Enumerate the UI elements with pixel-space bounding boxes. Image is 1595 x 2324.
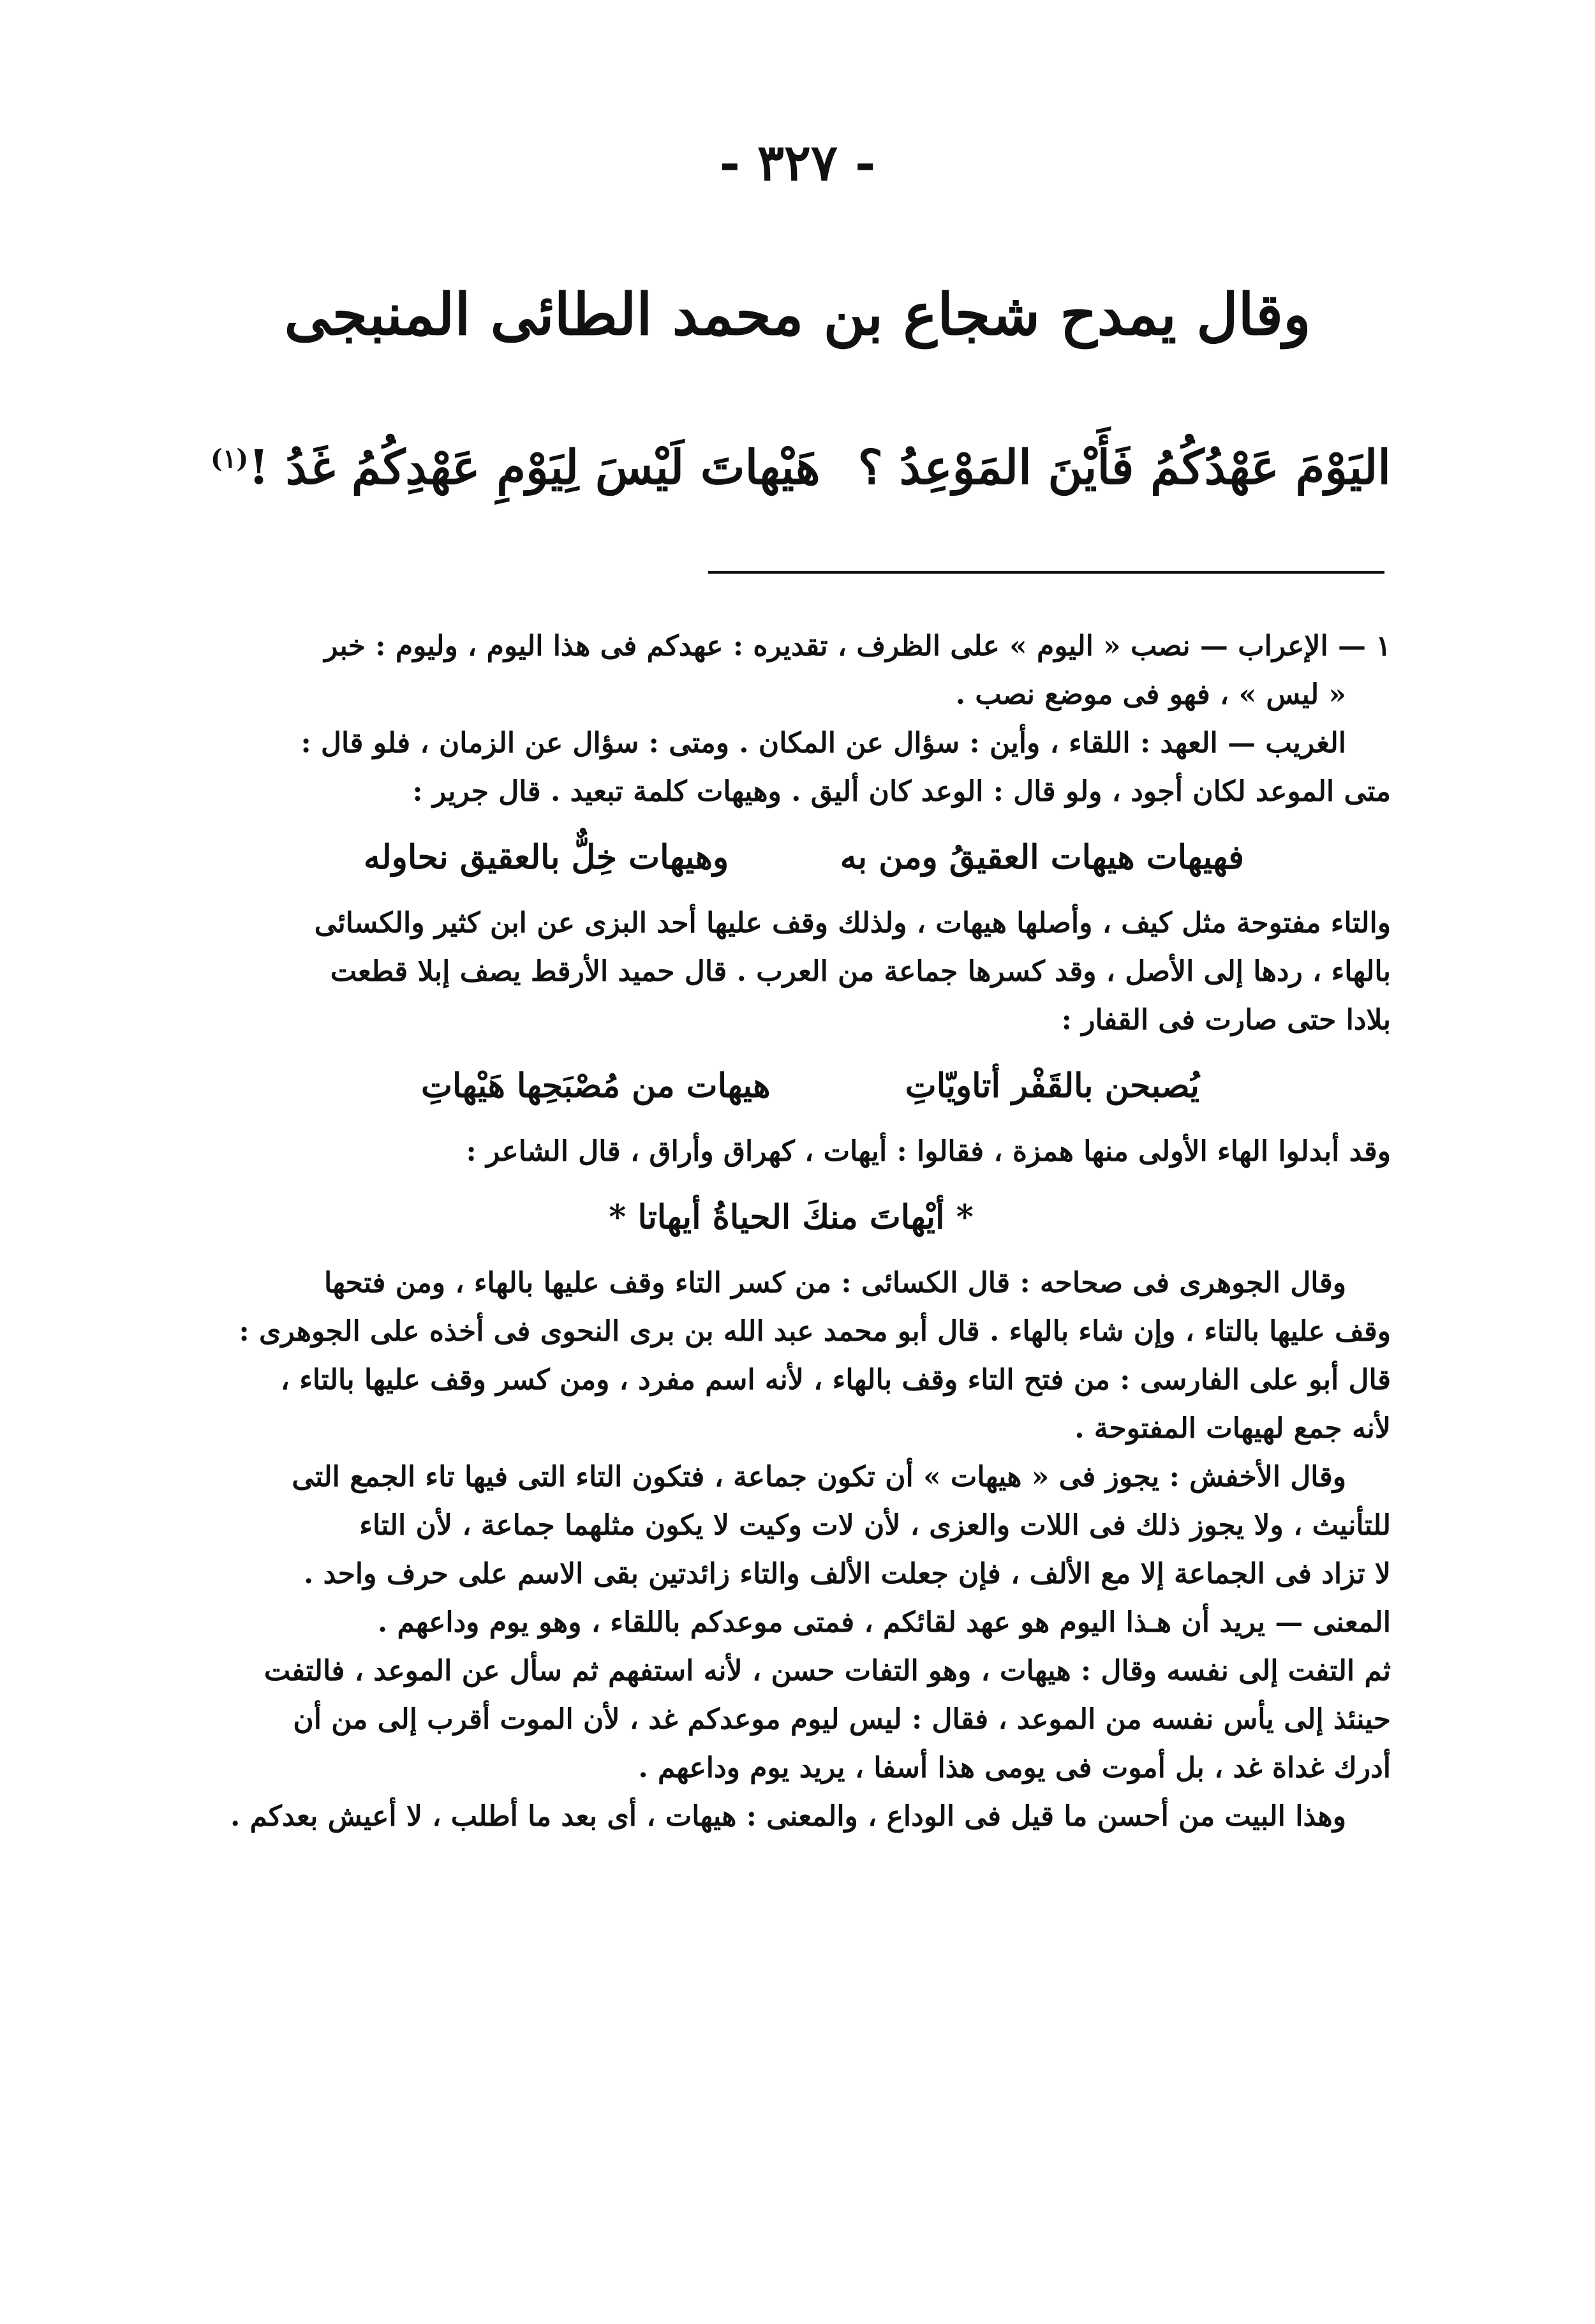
commentary-line: وقال الأخفش : يجوز فى « هيهات » أن تكون جماعة ، فتكون التاء التى فيها تاء الجمع التى: [292, 1461, 1346, 1493]
commentary-line: بالهاء ، ردها إلى الأصل ، وقد كسرها جماعة من العرب . قال حميد الأرقط يصف إبلا قطعت: [330, 955, 1391, 988]
commentary-line: « ليس » ، فهو فى موضع نصب .: [955, 678, 1346, 711]
commentary-line: ثم التفت إلى نفسه وقال : هيهات ، وهو التفات حسن ، لأنه استفهم ثم سأل عن الموعد ، فالتفت: [263, 1655, 1391, 1687]
commentary-line: أدرك غداة غد ، بل أموت فى يومى هذا أسفا ، يريد يوم وداعهم .: [638, 1752, 1391, 1784]
commentary-line: وقال الجوهرى فى صحاحه : قال الكسائى : من كسر التاء وقف عليها بالهاء ، ومن فتحها: [323, 1267, 1346, 1299]
verse-second-hemistich-text: هَيْهاتَ لَيْسَ لِيَوْمِ عَهْدِكُمُ غَدُ !: [248, 440, 820, 495]
commentary: [191, 622, 1391, 1841]
quoted-hemistich: * أيْهاتَ منكَ الحياةُ أيهاتا *: [609, 1198, 974, 1237]
commentary-line: بلادا حتى صارت فى القفار :: [1061, 1004, 1391, 1036]
commentary-line: وقد أبدلوا الهاء الأولى منها همزة ، فقالوا : أيهات ، كهراق وأراق ، قال الشاعر :: [466, 1135, 1391, 1168]
verse-first-hemistich: اليَوْمَ عَهْدُكُمُ فَأَيْنَ المَوْعِدُ ؟: [857, 440, 1391, 495]
quoted-verse-second-hemistich: وهيهات خِلٌّ بالعقيق نحاوله: [364, 838, 729, 877]
footnote-marker: (١): [211, 443, 249, 474]
commentary-line: قال أبو على الفارسى : من فتح التاء وقف بالهاء ، لأنه اسم مفرد ، ومن كسر وقف عليها بالتاء ،: [280, 1364, 1391, 1396]
commentary-line: للتأنيث ، ولا يجوز ذلك فى اللات والعزى ، لأن لات وكيت لا يكون مثلهما جماعة ، لأن التاء: [359, 1509, 1391, 1542]
main-verse: [211, 440, 1391, 523]
commentary-line: متى الموعد لكان أجود ، ولو قال : الوعد كان أليق . وهيهات كلمة تبعيد . قال جرير :: [412, 775, 1391, 808]
page-number: - ٣٢٧ -: [719, 134, 876, 192]
commentary-line: المعنى — يريد أن هـذا اليوم هو عهد لقائكم ، فمتى موعدكم باللقاء ، وهو يوم وداعهم .: [377, 1606, 1391, 1639]
commentary-line: وهذا البيت من أحسن ما قيل فى الوداع ، والمعنى : هيهات ، أى بعد ما أطلب ، لا أعيش بعدكم .: [230, 1800, 1346, 1833]
commentary-line: الغريب — العهد : اللقاء ، وأين : سؤال عن المكان . ومتى : سؤال عن الزمان ، فلو قال :: [300, 727, 1346, 759]
commentary-line: ١ — الإعراب — نصب « اليوم » على الظرف ، تقديره : عهدكم فى هذا اليوم ، وليوم : خبر: [324, 630, 1391, 662]
verse-second-hemistich: [211, 440, 820, 495]
quoted-verse-humayd: [191, 1045, 1391, 1128]
quoted-verse-second-hemistich: هيهات من مُصْبَحِها هَيْهاتِ: [421, 1066, 771, 1105]
quoted-verse-first-hemistich: يُصبحن بالقَفْر أتاويّاتِ: [905, 1066, 1199, 1105]
footnote-divider: [708, 571, 1384, 574]
commentary-line: لأنه جمع لهيهات المفتوحة .: [1074, 1412, 1391, 1445]
poem-title: وقال يمدح شجاع بن محمد الطائى المنبجى: [284, 281, 1311, 348]
quoted-verse-first-hemistich: فهيهات هيهات العقيقُ ومن به: [840, 838, 1244, 877]
commentary-line: والتاء مفتوحة مثل كيف ، وأصلها هيهات ، ولذلك وقف عليها أحد البزى عن ابن كثير والكسائى: [314, 907, 1391, 939]
commentary-line: لا تزاد فى الجماعة إلا مع الألف ، فإن جعلت الألف والتاء زائدتين بقى الاسم على حرف واحد .: [304, 1558, 1391, 1590]
commentary-line: حينئذ إلى يأس نفسه من الموعد ، فقال : ليس ليوم موعدكم غد ، لأن الموت أقرب إلى من أن: [293, 1703, 1391, 1736]
quoted-verse-jarir: [191, 816, 1391, 899]
commentary-line: وقف عليها بالتاء ، وإن شاء بالهاء . قال أبو محمد عبد الله بن برى النحوى فى أخذه على الجوهرى :: [239, 1315, 1391, 1348]
